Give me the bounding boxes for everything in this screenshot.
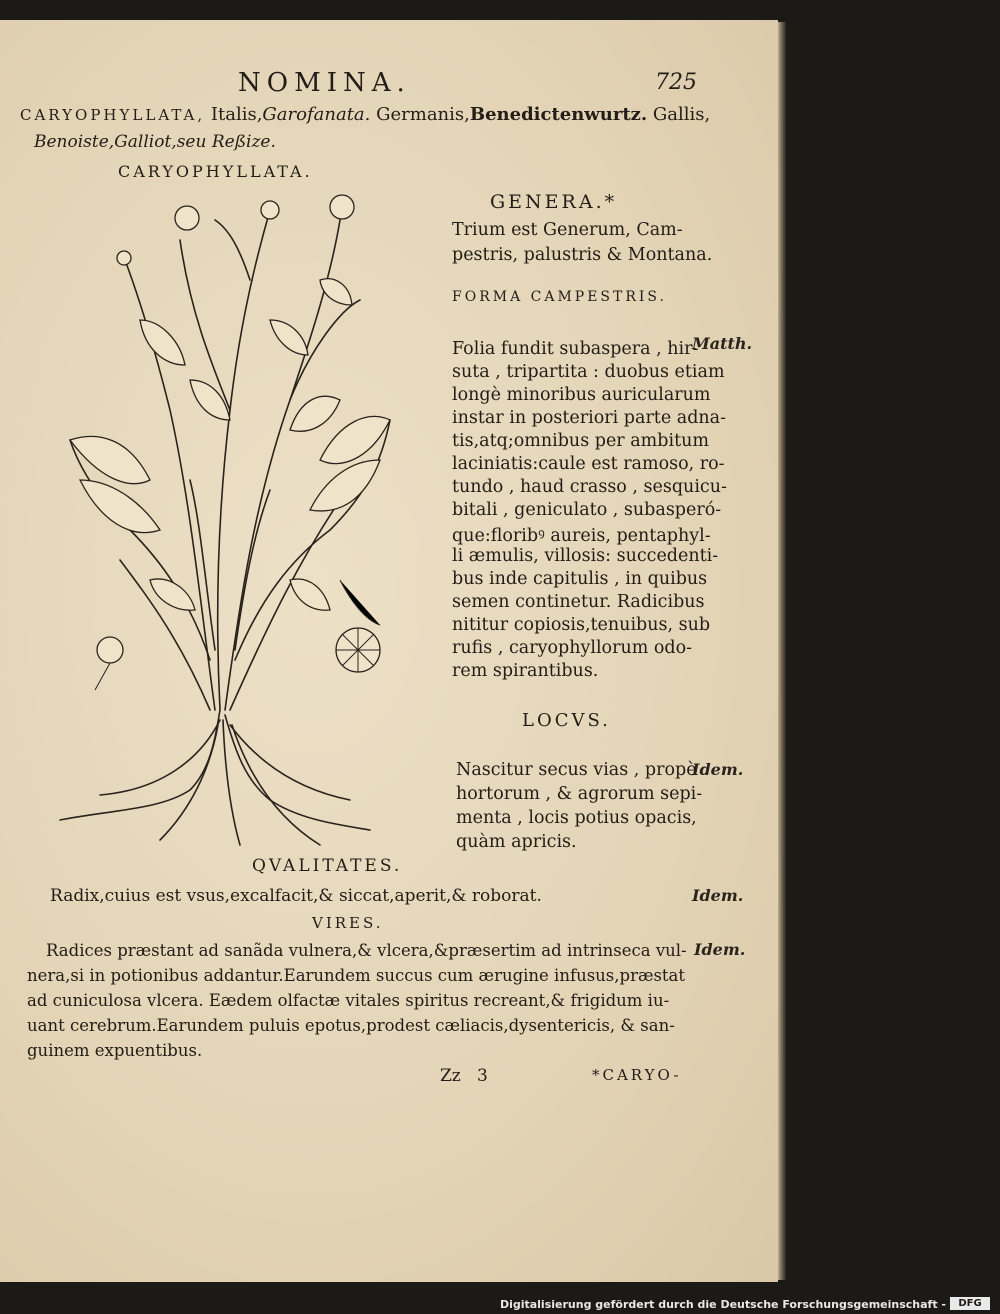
locus-line: hortorum , & agrorum sepi-	[456, 784, 703, 804]
dfg-logo: DFG	[950, 1297, 990, 1310]
forma-line: laciniatis:caule est ramoso, ro-	[452, 454, 725, 474]
locus-line: menta , locis potius opacis,	[456, 808, 697, 828]
qualitates-heading: QVALITATES.	[252, 856, 403, 876]
forma-line: que:floribꝰ aureis, pentaphyl-	[452, 526, 711, 546]
german-name: Benedictenwurtz.	[469, 104, 648, 125]
italian-label: Italis,	[205, 104, 263, 125]
genera-heading: GENERA.*	[490, 191, 618, 213]
forma-line: suta , tripartita : duobus etiam	[452, 362, 725, 382]
vires-line: ad cuniculosa vlcera. Eædem olfactæ vitales spiritus recreant,& frigidum iu-	[27, 991, 670, 1010]
vires-heading: VIRES.	[312, 914, 384, 932]
forma-line: tis,atq;omnibus per ambitum	[452, 431, 709, 451]
forma-line: tundo , haud crasso , sesquicu-	[452, 477, 727, 497]
locus-line: quàm apricis.	[456, 832, 577, 852]
genera-line: Trium est Generum, Cam-	[452, 220, 683, 240]
vires-line: guinem expuentibus.	[27, 1041, 203, 1060]
figure-caption: CARYOPHYLLATA.	[118, 162, 313, 181]
forma-line: bus inde capitulis , in quibus	[452, 569, 708, 589]
margin-note-matth: Matth.	[692, 334, 753, 353]
margin-note-idem-locus: Idem.	[692, 760, 744, 779]
locus-line: Nascitur secus vias , propè	[456, 760, 697, 780]
forma-line: li æmulis, villosis: succedenti-	[452, 546, 719, 566]
genera-line: pestris, palustris & Montana.	[452, 245, 713, 265]
page-number: 725	[655, 70, 697, 95]
forma-line: semen continetur. Radicibus	[452, 592, 705, 612]
forma-line: rem spirantibus.	[452, 661, 599, 681]
qualitates-line: Radix,cuius est vsus,excalfacit,& siccat,aperit,& roborat.	[50, 886, 542, 906]
forma-line: nititur copiosis,tenuibus, sub	[452, 615, 711, 635]
forma-line: rufis , caryophyllorum odo-	[452, 638, 693, 658]
locus-heading: LOCVS.	[522, 710, 611, 731]
plant-woodcut-illustration	[40, 180, 420, 850]
vires-line: nera,si in potionibus addantur.Earundem succus cum ærugine infusus,præstat	[27, 966, 686, 985]
latin-name: CARYOPHYLLATA,	[20, 106, 206, 124]
digitization-credit: Digitalisierung gefördert durch die Deutsche Forschungsgemeinschaft -	[499, 1298, 946, 1311]
names-line-1	[20, 106, 710, 124]
catchword: *CARYO-	[592, 1066, 682, 1084]
vires-line: Radices præstant ad sanãda vulnera,& vlcera,&præsertim ad intrinseca vul-	[46, 941, 687, 960]
forma-line: Folia fundit subaspera , hir-	[452, 339, 699, 359]
vires-line: uant cerebrum.Earundem puluis epotus,prodest cæliacis,dysentericis, & san-	[27, 1016, 675, 1035]
running-title: NOMINA.	[238, 68, 411, 98]
forma-line: instar in posteriori parte adna-	[452, 408, 727, 428]
margin-note-idem-qualitates: Idem.	[692, 886, 744, 905]
page-edge	[778, 22, 786, 1280]
german-label: Germanis,	[370, 104, 470, 125]
forma-line: bitali , geniculato , subasperó-	[452, 500, 722, 520]
margin-note-idem-vires: Idem.	[694, 940, 746, 959]
signature-mark: Zz 3	[440, 1066, 488, 1086]
forma-heading: FORMA CAMPESTRIS.	[452, 289, 667, 305]
italian-name: Garofanata.	[262, 104, 371, 125]
french-label: Gallis,	[647, 104, 711, 125]
forma-line: longè minoribus auricularum	[452, 385, 711, 405]
names-line-2: Benoiste,Galliot,seu Reßize.	[34, 132, 276, 152]
